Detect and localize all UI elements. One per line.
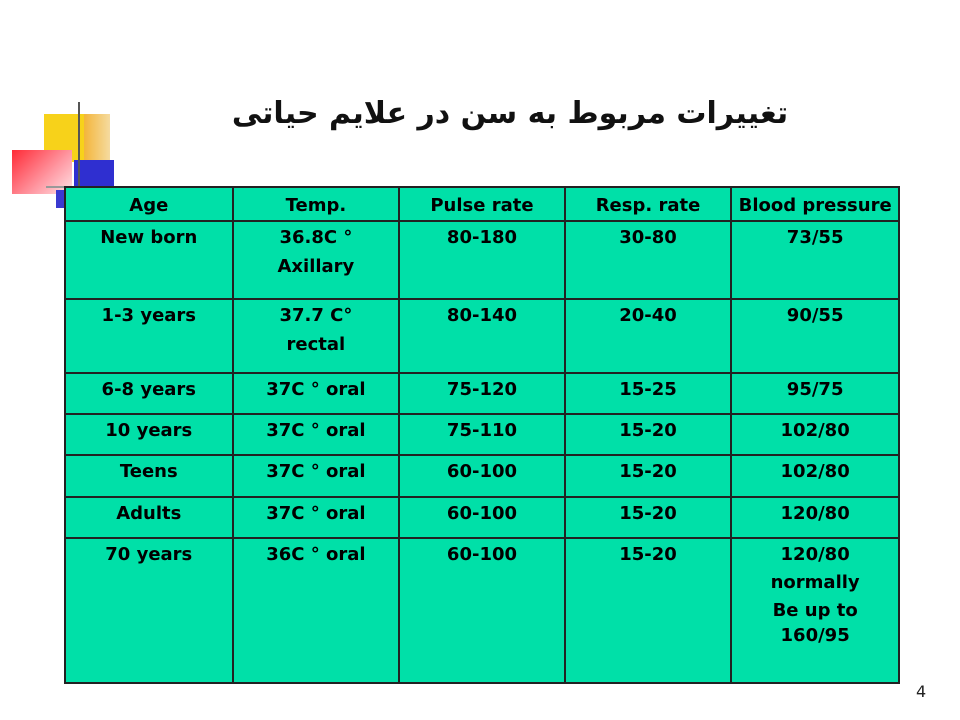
- table-row: [65, 455, 899, 496]
- cell-temp-line: Axillary: [277, 255, 355, 277]
- cell-temp-line: 37C ° oral: [266, 420, 366, 442]
- cell-pulse-rate: 80-140: [399, 299, 565, 373]
- cell-age: Teens: [65, 455, 233, 496]
- cell-blood-pressure: [731, 373, 899, 414]
- cell-blood-pressure-line: 102/80: [780, 420, 850, 442]
- header-age: Age: [65, 187, 233, 221]
- cell-blood-pressure: [731, 497, 899, 538]
- cell-blood-pressure: [731, 221, 899, 299]
- table-row: [65, 538, 899, 683]
- cell-temp-line: 37.7 C°: [279, 305, 353, 327]
- cell-blood-pressure: [731, 455, 899, 496]
- cell-blood-pressure: [731, 538, 899, 683]
- cell-temp: [233, 538, 400, 683]
- table-row: [65, 373, 899, 414]
- cell-pulse-rate: 75-120: [399, 373, 565, 414]
- table-row: [65, 414, 899, 455]
- cell-resp-rate: 15-25: [565, 373, 732, 414]
- cell-blood-pressure-line: 95/75: [786, 379, 844, 401]
- cell-temp-line: 37C ° oral: [266, 502, 366, 524]
- table-body: [65, 221, 899, 683]
- cell-resp-rate: 30-80: [565, 221, 732, 299]
- decor-square-orange: [84, 114, 110, 162]
- cell-age: 6-8 years: [65, 373, 233, 414]
- cell-resp-rate: 20-40: [565, 299, 732, 373]
- table-row: [65, 299, 899, 373]
- header-pulse-rate: Pulse rate: [399, 187, 565, 221]
- cell-blood-pressure-line: 120/80: [780, 502, 850, 524]
- header-blood-pressure: Blood pressure: [731, 187, 899, 221]
- slide-title: تغییرات مربوط به سن در علایم حیاتی: [231, 96, 789, 131]
- cell-blood-pressure-line: Be up to 160/95: [772, 600, 858, 646]
- cell-resp-rate: 15-20: [565, 455, 732, 496]
- cell-temp-line: 37C ° oral: [266, 379, 366, 401]
- page-number: 4: [916, 682, 927, 701]
- cell-blood-pressure: [731, 414, 899, 455]
- cell-resp-rate: 15-20: [565, 538, 732, 683]
- cell-age: 70 years: [65, 538, 233, 683]
- table-header-row: [65, 187, 899, 221]
- table-row: [65, 497, 899, 538]
- cell-age: Adults: [65, 497, 233, 538]
- cell-resp-rate: 15-20: [565, 414, 732, 455]
- table-row: [65, 221, 899, 299]
- cell-pulse-rate: 80-180: [399, 221, 565, 299]
- cell-resp-rate: 15-20: [565, 497, 732, 538]
- header-temp: Temp.: [233, 187, 400, 221]
- cell-age: 10 years: [65, 414, 233, 455]
- cell-blood-pressure-line: 73/55: [786, 227, 844, 249]
- cell-temp-line: 37C ° oral: [266, 461, 366, 483]
- cell-age: 1-3 years: [65, 299, 233, 373]
- cell-pulse-rate: 75-110: [399, 414, 565, 455]
- cell-blood-pressure-line: 102/80: [780, 461, 850, 483]
- header-resp-rate: Resp. rate: [565, 187, 732, 221]
- cell-blood-pressure-line: 120/80: [780, 543, 850, 565]
- cell-temp-line: rectal: [286, 333, 346, 355]
- cell-blood-pressure-line: 90/55: [786, 305, 844, 327]
- cell-blood-pressure-line: normally: [770, 572, 860, 593]
- cell-temp: [233, 373, 400, 414]
- cell-temp-line: 36C ° oral: [266, 543, 366, 565]
- cell-temp: [233, 414, 400, 455]
- cell-blood-pressure: [731, 299, 899, 373]
- cell-temp-line: 36.8C °: [279, 227, 353, 249]
- cell-temp: [233, 455, 400, 496]
- cell-pulse-rate: 60-100: [399, 455, 565, 496]
- cell-temp: [233, 299, 400, 373]
- cell-pulse-rate: 60-100: [399, 538, 565, 683]
- cell-pulse-rate: 60-100: [399, 497, 565, 538]
- vital-signs-table: [64, 186, 900, 684]
- cell-age: New born: [65, 221, 233, 299]
- cell-temp: [233, 497, 400, 538]
- cell-temp: [233, 221, 400, 299]
